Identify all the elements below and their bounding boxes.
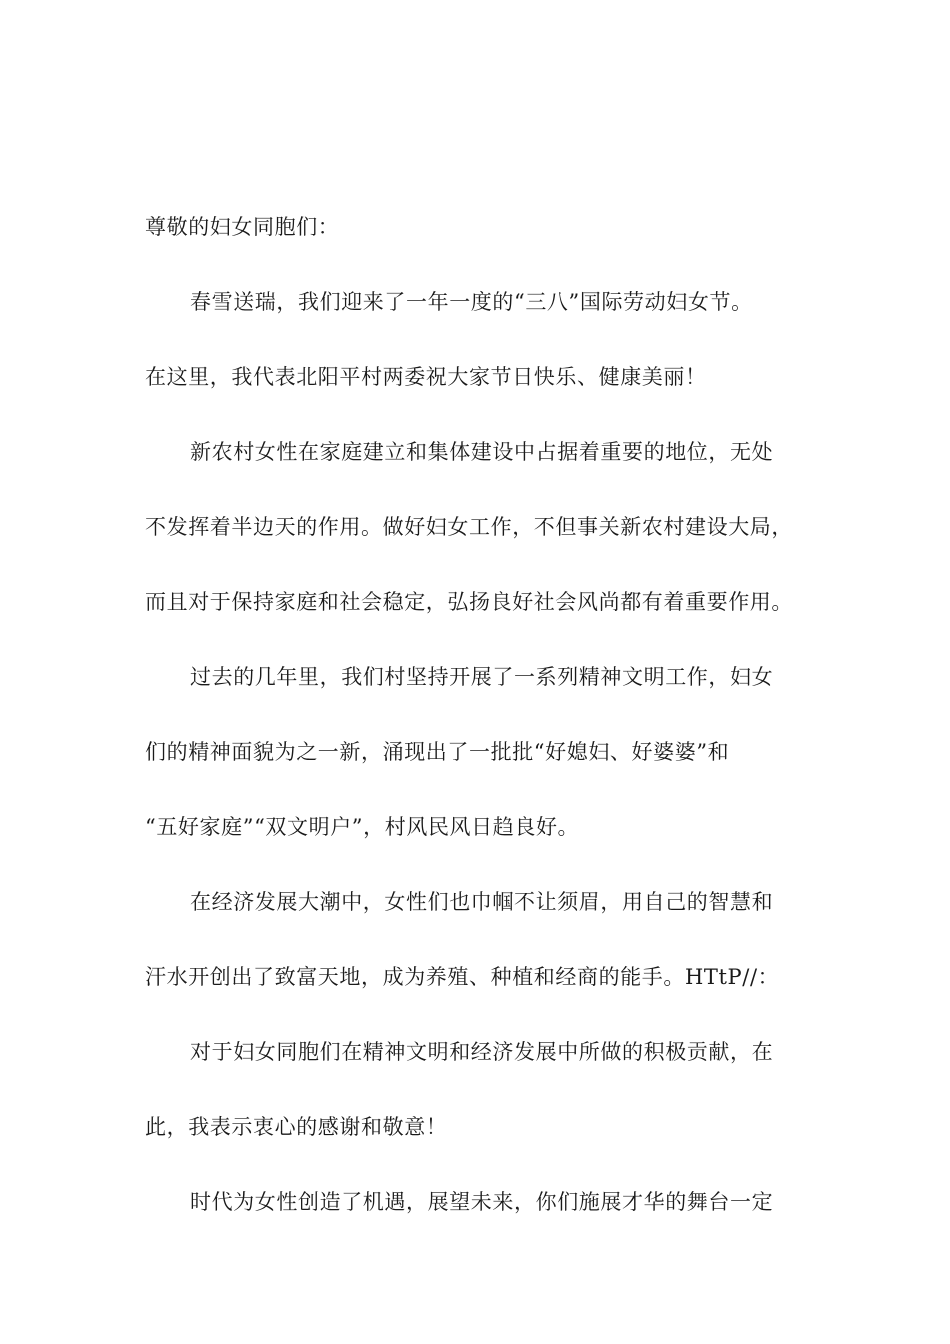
paragraph-1-line-1: 春雪送瑞，我们迎来了一年一度的“三八”国际劳动妇女节。	[190, 290, 753, 314]
paragraph-3-line-2: 们的精神面貌为之一新，涌现出了一批批“好媳妇、好婆婆”和	[145, 740, 730, 764]
paragraph-6-line-1: 时代为女性创造了机遇，展望未来，你们施展才华的舞台一定	[190, 1190, 774, 1214]
paragraph-5-line-1: 对于妇女同胞们在精神文明和经济发展中所做的积极贡献，在	[190, 1040, 774, 1064]
paragraph-5-line-2: 此，我表示衷心的感谢和敬意！	[145, 1115, 448, 1139]
paragraph-4-line-2: 汗水开创出了致富天地，成为养殖、种植和经商的能手。HTtP//：	[145, 965, 780, 989]
salutation-line: 尊敬的妇女同胞们：	[145, 215, 340, 239]
paragraph-3-line-3: “五好家庭”“双文明户”，村风民风日趋良好。	[145, 815, 580, 839]
paragraph-3-line-1: 过去的几年里，我们村坚持开展了一系列精神文明工作，妇女	[190, 665, 774, 689]
paragraph-2-line-3: 而且对于保持家庭和社会稳定，弘扬良好社会风尚都有着重要作用。	[145, 590, 793, 614]
paragraph-1-line-2: 在这里，我代表北阳平村两委祝大家节日快乐、健康美丽！	[145, 365, 707, 389]
paragraph-2-line-1: 新农村女性在家庭建立和集体建设中占据着重要的地位，无处	[190, 440, 774, 464]
paragraph-4-line-1: 在经济发展大潮中，女性们也巾帼不让须眉，用自己的智慧和	[190, 890, 774, 914]
paragraph-2-line-2: 不发挥着半边天的作用。做好妇女工作，不但事关新农村建设大局，	[145, 515, 793, 539]
